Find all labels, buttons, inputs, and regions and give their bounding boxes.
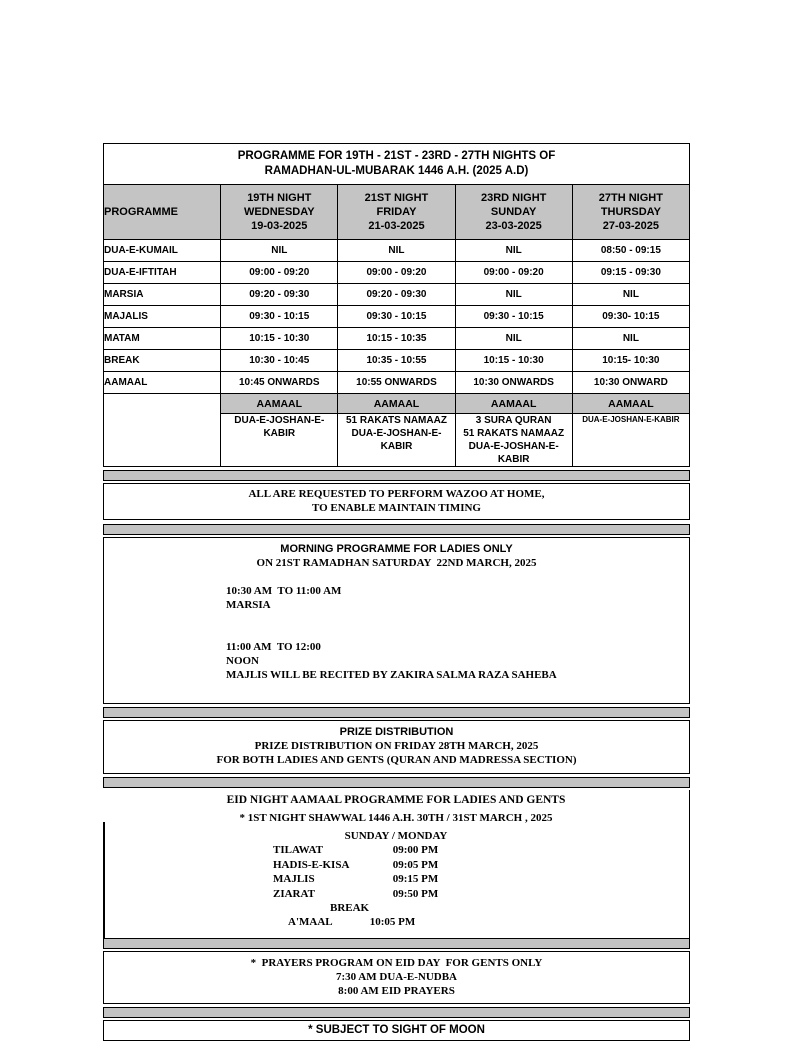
row-label: MAJALIS xyxy=(104,306,221,328)
header-day-label: WEDNESDAY xyxy=(244,206,315,218)
header-date-label: 23-03-2025 xyxy=(485,220,542,232)
footer-note-box: * SUBJECT TO SIGHT OF MOON xyxy=(103,1020,690,1041)
header-night-label: 23RD NIGHT xyxy=(480,192,547,204)
header-night-21 xyxy=(338,185,455,240)
morning-item-desc: MARSIA xyxy=(226,599,271,611)
header-night-27 xyxy=(572,185,689,240)
table-row-break xyxy=(104,350,690,372)
table-cell: NIL xyxy=(455,328,572,350)
eid-schedule-time: 09:50 PM xyxy=(392,887,439,900)
table-cell: 09:00 - 09:20 xyxy=(338,262,455,284)
header-night-23 xyxy=(455,185,572,240)
table-row-dua-e-iftitah xyxy=(104,262,690,284)
table-cell: 09:15 - 09:30 xyxy=(572,262,689,284)
aamaal-subheader-row xyxy=(104,394,690,414)
eid-schedule-label: HADIS-E-KISA xyxy=(273,858,350,871)
aamaal-subheader: AAMAAL xyxy=(338,394,455,414)
gray-separator-bar xyxy=(103,1007,690,1018)
morning-item xyxy=(104,570,689,626)
gray-separator-bar xyxy=(103,938,690,949)
table-cell: 09:20 - 09:30 xyxy=(221,284,338,306)
table-row-majalis xyxy=(104,306,690,328)
morning-item-time: 10:30 AM TO 11:00 AM xyxy=(226,585,342,597)
eid-schedule-row xyxy=(103,887,689,902)
eid-day: SUNDAY / MONDAY xyxy=(344,830,448,842)
morning-programme-box xyxy=(103,537,690,704)
row-label: DUA-E-KUMAIL xyxy=(104,240,221,262)
eid-schedule-row xyxy=(103,843,689,858)
prize-line3: FOR BOTH LADIES AND GENTS (QURAN AND MADRESSA SECTION) xyxy=(216,754,577,766)
gray-separator-bar xyxy=(103,707,690,718)
table-cell: 10:15 - 10:30 xyxy=(455,350,572,372)
wazoo-line2: TO ENABLE MAINTAIN TIMING xyxy=(311,502,481,514)
prayers-line3: 8:00 AM EID PRAYERS xyxy=(338,985,455,997)
header-night-label: 21ST NIGHT xyxy=(364,192,429,204)
table-cell: NIL xyxy=(221,240,338,262)
eid-schedule-time: 09:05 PM xyxy=(392,858,439,871)
row-label: BREAK xyxy=(104,350,221,372)
table-row-matam xyxy=(104,328,690,350)
table-cell: NIL xyxy=(338,240,455,262)
eid-amaal-time: 10:05 PM xyxy=(369,916,416,928)
morning-item-time: 11:00 AM TO 12:00 NOON xyxy=(226,641,324,667)
row-label: DUA-E-IFTITAH xyxy=(104,262,221,284)
table-cell: 08:50 - 09:15 xyxy=(572,240,689,262)
morning-item xyxy=(104,626,689,696)
eid-schedule-time: 09:15 PM xyxy=(392,873,439,885)
header-date-label: 21-03-2025 xyxy=(368,220,425,232)
table-cell: 09:00 - 09:20 xyxy=(455,262,572,284)
table-cell: 09:30 - 10:15 xyxy=(455,306,572,328)
table-cell: 09:30 - 10:15 xyxy=(221,306,338,328)
table-cell: 10:30 ONWARD xyxy=(572,372,689,394)
table-cell: 10:35 - 10:55 xyxy=(338,350,455,372)
table-row-aamaal xyxy=(104,372,690,394)
eid-amaal-row xyxy=(103,915,689,929)
table-cell: 09:30- 10:15 xyxy=(572,306,689,328)
table-cell: 10:15 - 10:35 xyxy=(338,328,455,350)
aamaal-detail-23 xyxy=(455,414,572,467)
gray-separator-bar xyxy=(103,777,690,788)
header-night-label: 19TH NIGHT xyxy=(247,192,312,204)
eid-night-box xyxy=(103,790,690,938)
table-cell: NIL xyxy=(455,284,572,306)
eid-schedule-row xyxy=(103,858,689,873)
row-label: MATAM xyxy=(104,328,221,350)
aamaal-subheader: AAMAAL xyxy=(455,394,572,414)
detail-line: DUA-E-JOSHAN-E-KABIR xyxy=(582,415,680,424)
table-title-line2: RAMADHAN-UL-MUBARAK 1446 A.H. (2025 A.D) xyxy=(264,165,529,177)
table-cell: 10:45 ONWARDS xyxy=(221,372,338,394)
row-label: AAMAAL xyxy=(104,372,221,394)
table-title-line1: PROGRAMME FOR 19TH - 21ST - 23RD - 27TH NIGHTS OF xyxy=(237,150,556,162)
table-cell: 10:30 - 10:45 xyxy=(221,350,338,372)
table-cell: NIL xyxy=(572,328,689,350)
table-title-cell xyxy=(104,144,690,185)
eid-schedule-label: TILAWAT xyxy=(273,844,323,856)
header-day-label: SUNDAY xyxy=(490,206,537,218)
table-cell: 09:20 - 09:30 xyxy=(338,284,455,306)
detail-line: 51 RAKATS NAMAAZ xyxy=(463,428,565,439)
prize-title: PRIZE DISTRIBUTION xyxy=(339,726,454,738)
table-cell: 10:30 ONWARDS xyxy=(455,372,572,394)
row-label: MARSIA xyxy=(104,284,221,306)
eid-break-label: BREAK xyxy=(330,902,370,914)
eid-title: EID NIGHT AAMAAL PROGRAMME FOR LADIES AND GENTS xyxy=(226,794,566,806)
aamaal-detail-27 xyxy=(572,414,689,467)
empty-cell xyxy=(104,394,221,467)
aamaal-subheader: AAMAAL xyxy=(572,394,689,414)
table-cell: NIL xyxy=(455,240,572,262)
eid-day-prayers-box xyxy=(103,951,690,1004)
header-night-19 xyxy=(221,185,338,240)
header-programme: PROGRAMME xyxy=(104,185,221,240)
eid-schedule-time: 09:00 PM xyxy=(392,844,439,856)
detail-line: DUA-E-JOSHAN-E-KABIR xyxy=(234,415,325,439)
table-cell: NIL xyxy=(572,284,689,306)
aamaal-detail-19 xyxy=(221,414,338,467)
eid-subtitle: * 1ST NIGHT SHAWWAL 1446 A.H. 30TH / 31ST MARCH , 2025 xyxy=(239,812,553,824)
header-night-label: 27TH NIGHT xyxy=(598,192,663,204)
eid-schedule-row xyxy=(103,872,689,887)
prize-distribution-box xyxy=(103,720,690,774)
eid-amaal-label: A'MAAL xyxy=(288,916,333,928)
wazoo-notice-box xyxy=(103,483,690,520)
table-row-marsia xyxy=(104,284,690,306)
gray-separator-bar xyxy=(103,524,690,535)
table-cell: 09:30 - 10:15 xyxy=(338,306,455,328)
morning-item-desc: MAJLIS WILL BE RECITED BY ZAKIRA SALMA RAZA SAHEBA xyxy=(226,669,557,681)
detail-line: 51 RAKATS NAMAAZ xyxy=(346,415,447,426)
aamaal-subheader: AAMAAL xyxy=(221,394,338,414)
table-title-row xyxy=(104,144,690,185)
gray-separator-bar xyxy=(103,470,690,481)
prize-line2: PRIZE DISTRIBUTION ON FRIDAY 28TH MARCH, 2025 xyxy=(254,740,539,752)
document-body xyxy=(103,143,690,1041)
prayers-line2: 7:30 AM DUA-E-NUDBA xyxy=(336,971,457,983)
eid-schedule-label: MAJLIS xyxy=(273,873,315,885)
header-day-label: FRIDAY xyxy=(376,206,417,218)
detail-line: DUA-E-JOSHAN-E-KABIR xyxy=(468,441,559,465)
header-date-label: 19-03-2025 xyxy=(251,220,308,232)
morning-title: MORNING PROGRAMME FOR LADIES ONLY xyxy=(280,543,513,555)
detail-line: DUA-E-JOSHAN-E-KABIR xyxy=(351,428,442,452)
prayers-title: * PRAYERS PROGRAM ON EID DAY FOR GENTS ONLY xyxy=(250,957,543,969)
header-day-label: THURSDAY xyxy=(600,206,661,218)
programme-table xyxy=(103,143,690,467)
table-cell: 10:15 - 10:30 xyxy=(221,328,338,350)
table-header-row xyxy=(104,185,690,240)
wazoo-line1: ALL ARE REQUESTED TO PERFORM WAZOO AT HOME, xyxy=(248,488,545,500)
morning-subtitle: ON 21ST RAMADHAN SATURDAY 22ND MARCH, 2025 xyxy=(256,557,537,569)
table-cell: 09:00 - 09:20 xyxy=(221,262,338,284)
detail-line: 3 SURA QURAN xyxy=(475,415,552,426)
table-cell: 10:55 ONWARDS xyxy=(338,372,455,394)
table-row-dua-e-kumail xyxy=(104,240,690,262)
header-date-label: 27-03-2025 xyxy=(602,220,660,232)
eid-schedule-label: ZIARAT xyxy=(273,887,315,900)
table-cell: 10:15- 10:30 xyxy=(572,350,689,372)
aamaal-detail-21 xyxy=(338,414,455,467)
